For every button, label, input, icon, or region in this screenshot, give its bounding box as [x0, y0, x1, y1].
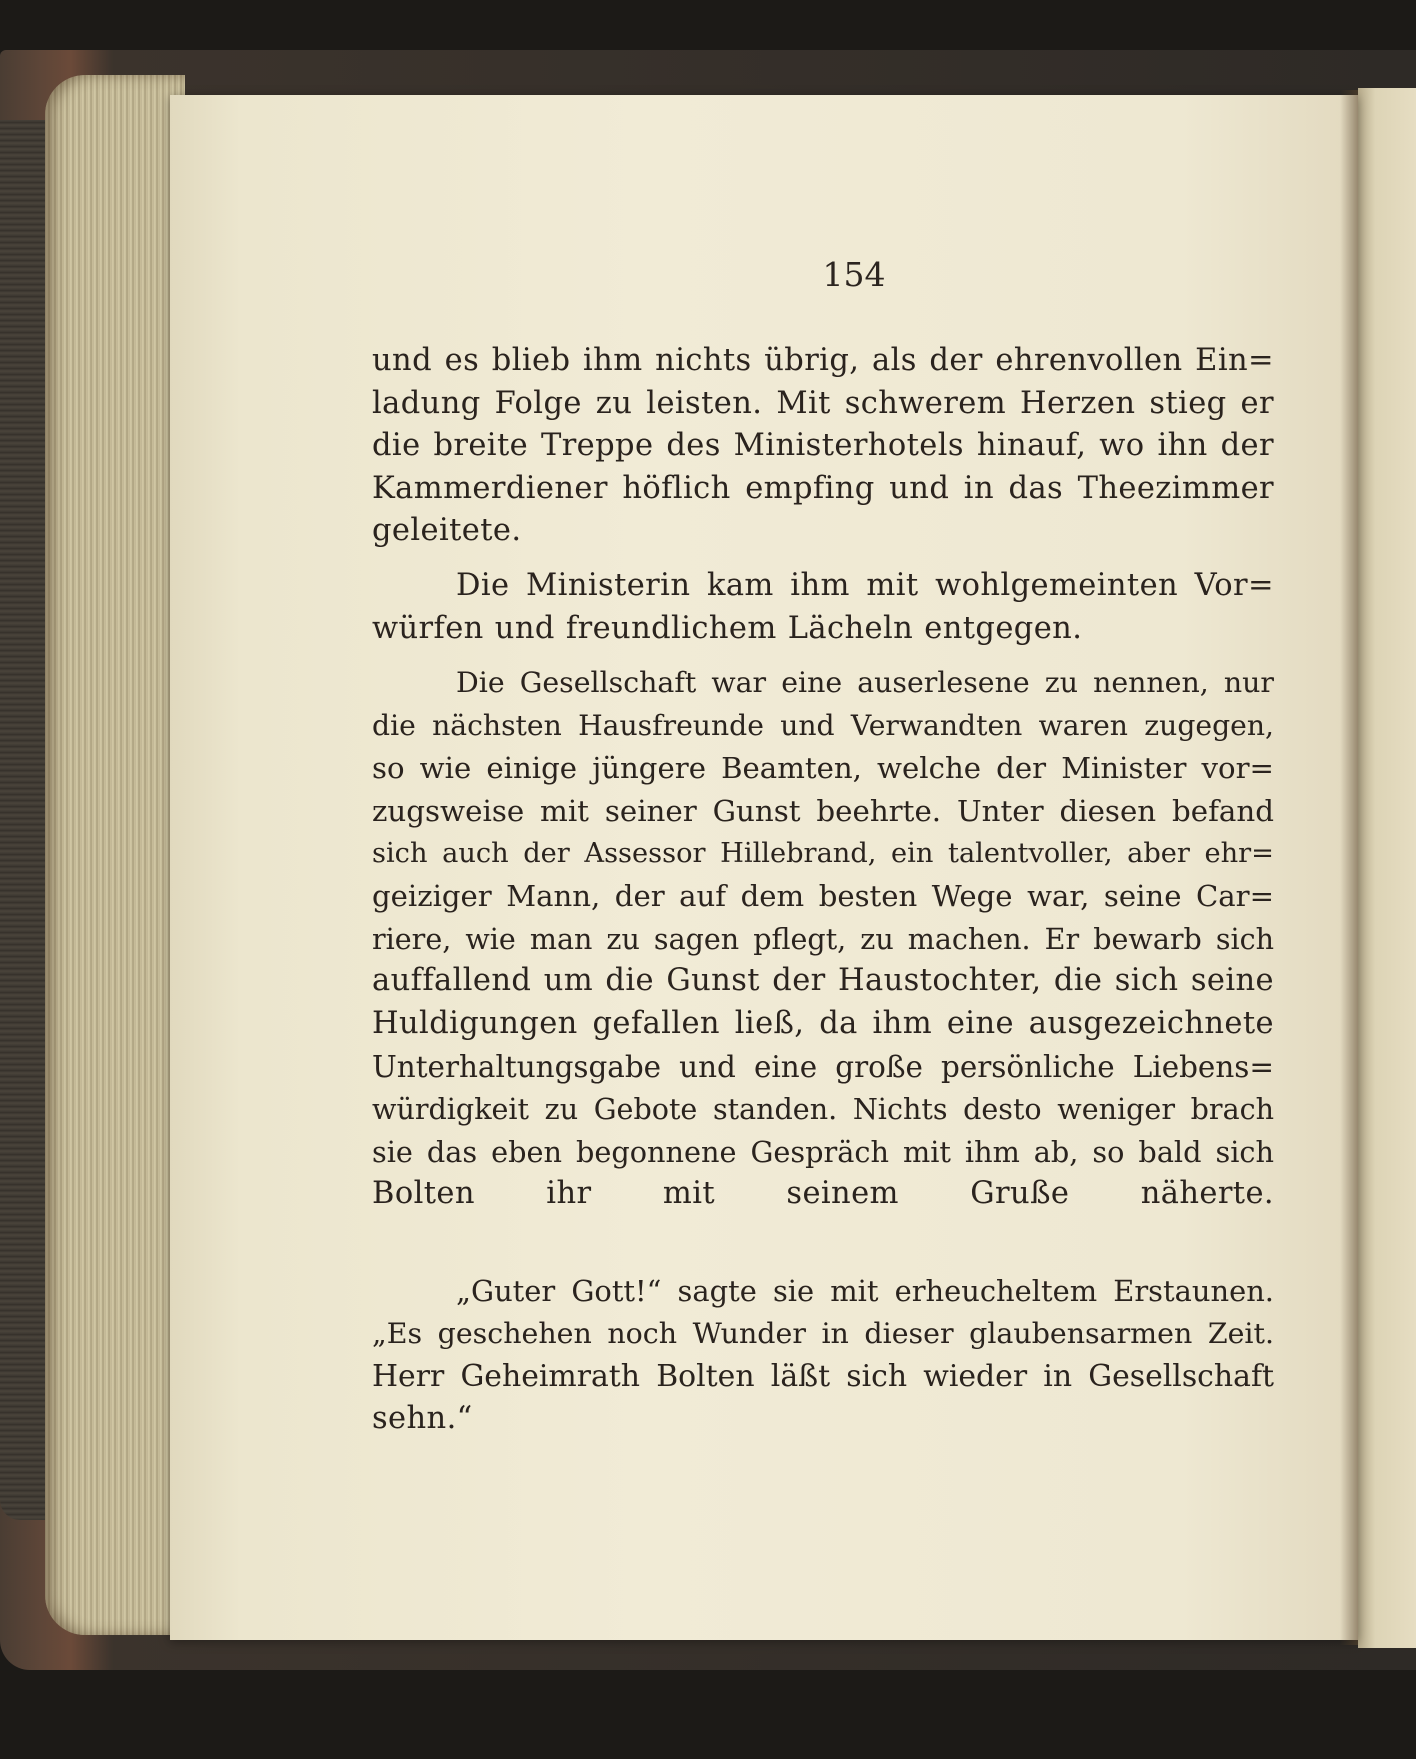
text-line: die nächsten Hausfreunde und Verwandten waren zugegen,: [372, 708, 1274, 742]
paragraph-3: [372, 662, 1274, 1258]
page-edges: [45, 75, 185, 1635]
text-line: geleitete.: [372, 513, 522, 549]
text-line: Die Gesellschaft war eine auserlesene zu nennen, nur: [456, 666, 1274, 700]
text-line: sie das eben begonnene Gespräch mit ihm ab, so bald sich: [372, 1134, 1274, 1169]
text-line: riere, wie man zu sagen pflegt, zu machen. Er bewarb sich: [372, 921, 1274, 956]
book-spine: [0, 120, 45, 1520]
text-line: so wie einige jüngere Beamten, welche der Minister vor=: [372, 751, 1274, 786]
page-number: 154: [822, 255, 886, 294]
text-line: geiziger Mann, der auf dem besten Wege war, seine Car=: [372, 879, 1274, 914]
page-gutter: [1340, 90, 1358, 1645]
paragraph-1: [372, 340, 1274, 553]
text-line: sich auch der Assessor Hillebrand, ein talentvoller, aber ehr=: [372, 837, 1274, 869]
text-line: zugsweise mit seiner Gunst beehrte. Unter diesen befand: [372, 793, 1274, 828]
text-line: ladung Folge zu leisten. Mit schwerem Herzen stieg er: [372, 385, 1274, 421]
text-line: Huldigungen gefallen ließ, da ihm eine ausgezeichnete: [372, 1005, 1274, 1041]
text-line: Die Ministerin kam ihm mit wohlgemeinten Vor=: [456, 567, 1274, 603]
paragraph-4: [372, 1270, 1274, 1440]
text-line: Herr Geheimrath Bolten läßt sich wieder in Gesellschaft: [372, 1358, 1274, 1394]
text-line: Bolten ihr mit seinem Gruße näherte.: [372, 1176, 1274, 1212]
text-line: würdigkeit zu Gebote standen. Nichts desto weniger brach: [372, 1092, 1274, 1127]
text-line: „Guter Gott!“ sagte sie mit erheucheltem Erstaunen.: [456, 1274, 1274, 1309]
text-line: auffallend um die Gunst der Haustochter, die sich seine: [372, 963, 1274, 999]
text-line: „Es geschehen noch Wunder in dieser glaubensarmen Zeit.: [372, 1317, 1274, 1351]
text-line: [372, 1216, 1274, 1259]
text-line: würfen und freundlichem Lächeln entgegen.: [372, 610, 1083, 646]
text-line: Unterhaltungsgabe und eine große persönliche Liebens=: [372, 1049, 1274, 1084]
facing-page: [1358, 88, 1416, 1648]
paragraph-2: [372, 565, 1274, 650]
page-text: [372, 340, 1274, 1441]
text-line: die breite Treppe des Ministerhotels hinauf, wo ihn der: [372, 428, 1274, 464]
text-line: sehn.“: [372, 1401, 473, 1437]
text-line: Kammerdiener höflich empfing und in das Theezimmer: [372, 470, 1274, 506]
text-line: und es blieb ihm nichts übrig, als der ehrenvollen Ein=: [372, 343, 1274, 378]
